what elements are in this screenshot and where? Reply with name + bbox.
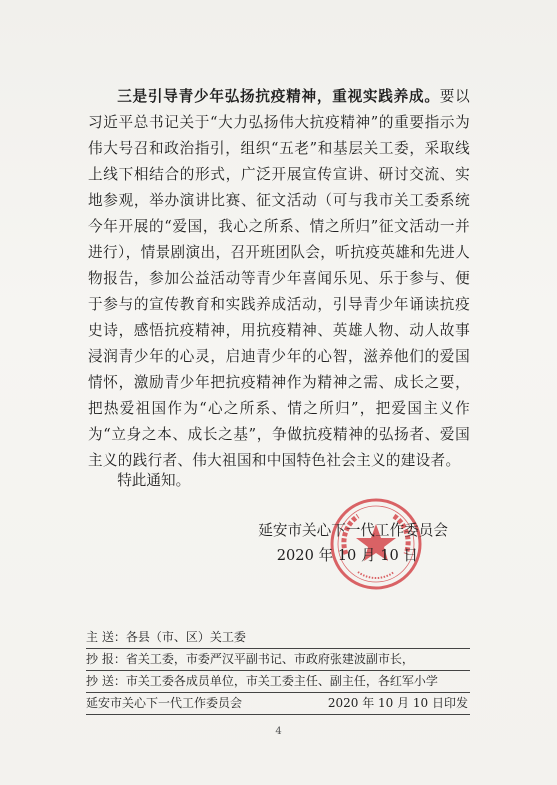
- distribution-block: [86, 627, 470, 715]
- paragraph-lead: 三是引导青少年弘扬抗疫精神，重视实践养成。: [117, 88, 440, 105]
- issuer-row: [86, 693, 470, 715]
- signature-organization: 延安市关心下一代工作委员会: [258, 522, 448, 539]
- body-paragraph: [88, 84, 470, 474]
- signature-date: 2020 年 10 月 10 日: [276, 547, 418, 564]
- page-number: 4: [275, 726, 282, 737]
- report-to-row: 抄 报：省关工委，市委严汉平副书记、市政府张建波副市长，: [86, 648, 470, 670]
- main-send-row: 主 送：各县（市、区）关工委: [86, 630, 246, 644]
- issuer: 延安市关心下一代工作委员会: [86, 696, 243, 710]
- closing-line: 特此通知。: [117, 472, 191, 489]
- paragraph-body: 要以习近平总书记关于“大力弘扬伟大抗疫精神”的重要指示为伟大号召和政治指引，组织“五老”和基层关工委，采取线上线下相结合的形式，广泛开展宣传宣讲、研讨交流、实地参观，举办演讲比赛、征文活动（可与我市关工委系统今年开展的“爱国，我心之所系、情之所归”征文活动一并进行），情景剧演出，召开班团队会，听抗疫英雄和先进人物报告，参加公益活动等青少年喜闻乐见、乐于参与、便于参与的宣传教育和实践养成活动，引导青少年诵读抗疫史诗，感悟抗疫精神，用抗疫精神、英雄人物、动人故事浸润青少年的心灵，启迪青少年的心智，滋养他们的爱国情怀，激励青少年把抗疫精神作为精神之需、成长之要，把热爱祖国作为“心之所系、情之所归”，把爱国主义作为“立身之本、成长之基”，争做抗疫精神的弘扬者、爱国主义的践行者、伟大祖国和中国特色社会主义的建设者。: [88, 88, 470, 469]
- bleed-through-artifact: [120, 20, 380, 60]
- issue-date: 2020 年 10 月 10 日印发: [327, 696, 468, 710]
- copy-to-row: 抄 送：市关工委各成员单位，市关工委主任、副主任，各红军小学: [86, 670, 470, 693]
